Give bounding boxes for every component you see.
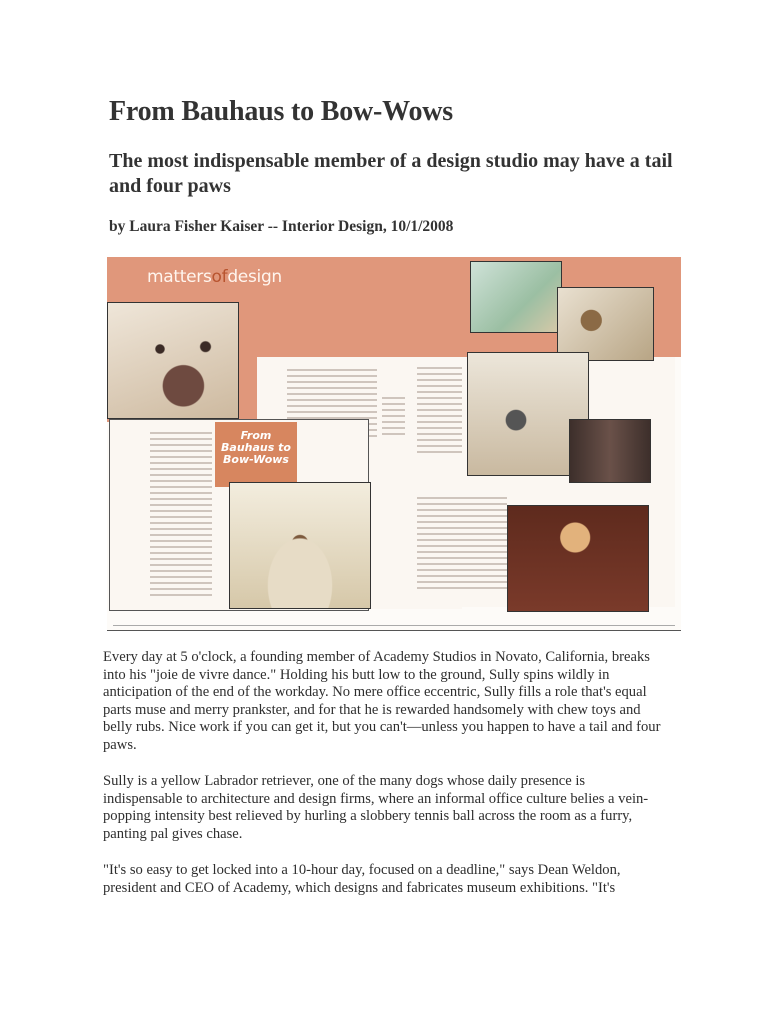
column-text-lines [150,432,212,600]
logo-text-design: design [227,267,282,287]
magazine-spread-image [107,257,681,631]
column-text-lines [417,497,507,593]
article-byline: by Laura Fisher Kaiser -- Interior Design, 10/1/2008 [109,218,454,235]
magazine-section-logo [147,267,282,287]
dog-with-goggles-photo [507,505,649,612]
labrador-closeup-photo [107,302,239,419]
spread-headline-box: From Bauhaus to Bow-Wows [215,422,297,487]
logo-text-of: of [211,267,228,287]
article-paragraph: "It's so easy to get locked into a 10-hour day, focused on a deadline," says Dean Weldon, president and CEO of Academy, which designs and fabricates museum exhibitions. "It's [103,862,621,896]
dog-sketch-photo [557,287,654,361]
article-title: From Bauhaus to Bow-Wows [109,96,453,127]
dog-painting-photo [470,261,562,333]
article-paragraph: Every day at 5 o'clock, a founding member of Academy Studios in Novato, California, breaks into his "joie de vivre dance." Holding his butt low to the ground, Sully spins wildly in anticipation of the end of the workday. No mere office eccentric, Sully fills a role that's equal parts muse and merry prankster, and for that he is rewarded handsomely with chew toys and belly rubs. Nice work if you can get it, but you can't—unless you happen to have a tail and four paws. [103,649,661,753]
dog-on-bed-photo [229,482,371,609]
dark-rug-photo [569,419,651,483]
article-paragraph: Sully is a yellow Labrador retriever, one of the many dogs whose daily presence is indispensable to architecture and design firms, where an informal office culture belies a vein-popping intensity best relieved by hurling a slobbery tennis ball across the room as a furry, panting pal gives chase. [103,773,649,842]
column-text-lines [417,367,462,457]
logo-text-matters: matters [147,267,212,287]
article-subtitle: The most indispensable member of a design studio may have a tail and four paws [109,150,673,197]
spread-footer-rule [113,625,675,626]
